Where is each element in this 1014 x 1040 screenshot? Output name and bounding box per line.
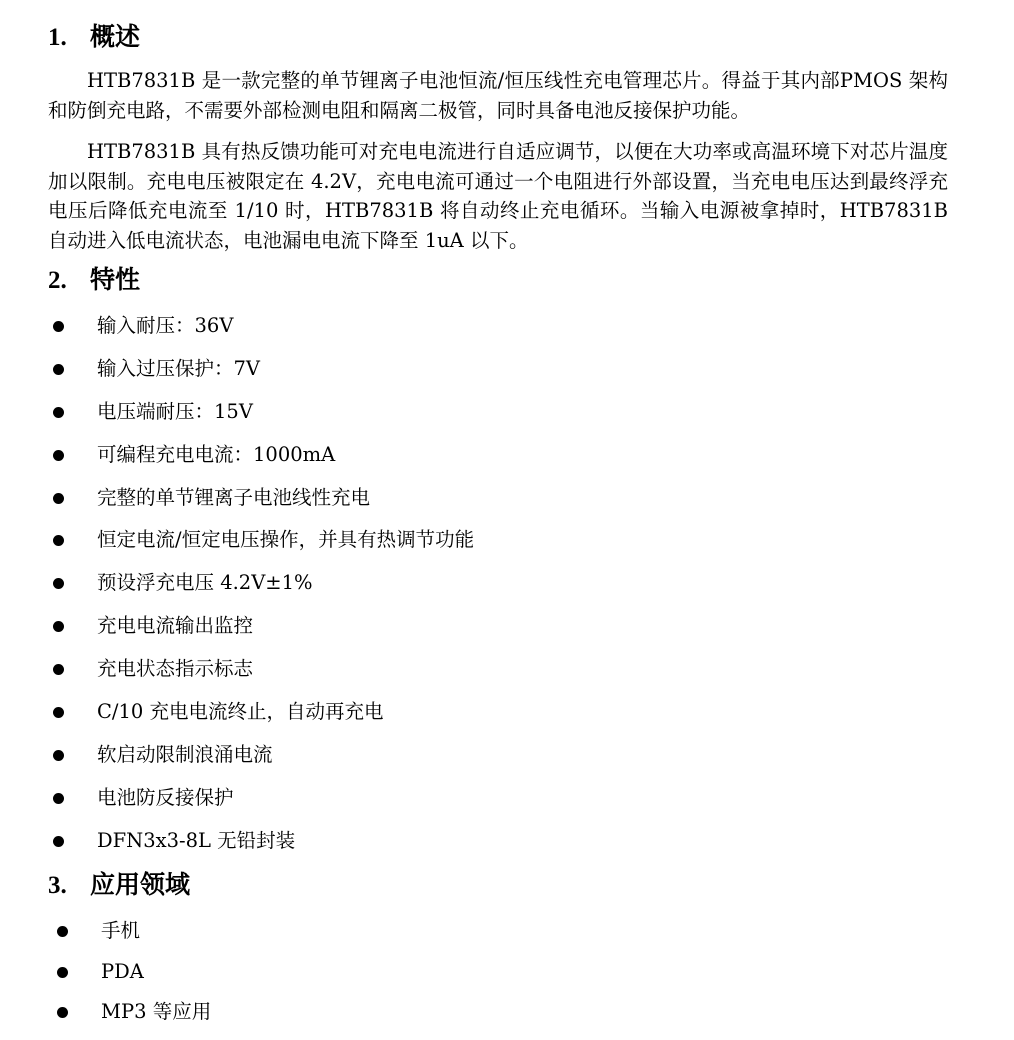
bullet-icon — [53, 493, 64, 504]
bullet-icon — [53, 578, 64, 589]
bullet-icon — [53, 321, 64, 332]
section-title: 概述 — [90, 22, 141, 51]
section-heading-overview — [48, 22, 140, 52]
document-page: 1. 概述 HTB7831B 是一款完整的单节锂离子电池恒流/恒压线性充电管理芯片。得益于其内部PMOS 架构和防倒充电路，不需要外部检测电阻和隔离二极管，同时具备电池反接保护功能。 HTB7831B 具有热反馈功能可对充电电流进行自适应调节，以便在大功率或高温环境下对芯片温度加以限制。充电电压被限定在 4.2V，充电电流可通过一个电阻进行外部设置，当充电电压达到最终浮充电压后降低充电流至 1/10 时，HTB7831B 将自动终止充电循环。当输入电源被拿掉时，HTB7831B 自动进入低电流状态，电池漏电电流下降至 1uA 以下。 2. 特性 输入耐压：36V 输入过压保护：7V 电压端耐压：15V 可编程充电电流：1000mA 完整的单节锂离子电池线性充电 恒定电流/恒定电压操作，并具有热调节功能 预设浮充电压 4.2V±1% 充电电流输出监控 充电状态指示标志 C/10 充电电流终止，自动再充电 软启动限制浪涌电流 电池防反接保护 DFN3x3-8L 无铅封装 3. 应用领域 手机 PDA MP3 等应用 — [48, 22, 948, 1023]
bullet-icon — [53, 535, 64, 546]
bullet-icon — [53, 750, 64, 761]
bullet-icon — [53, 407, 64, 418]
section-heading-features — [48, 265, 140, 295]
bullet-icon — [53, 836, 64, 847]
section-number: 2. — [48, 267, 67, 294]
bullet-icon — [53, 793, 64, 804]
bullet-icon — [57, 926, 68, 937]
bullet-icon — [53, 450, 64, 461]
section-heading-applications — [48, 870, 190, 900]
bullet-icon — [53, 707, 64, 718]
section-title: 应用领域 — [90, 870, 191, 899]
bullet-icon — [57, 967, 68, 978]
overview-paragraph-2: HTB7831B 具有热反馈功能可对充电电流进行自适应调节，以便在大功率或高温环境下对芯片温度加以限制。充电电压被限定在 4.2V，充电电流可通过一个电阻进行外部设置，当充电电压达到最终浮充电压后降低充电流至 1/10 时，HTB7831B 将自动终止充电循环。当输入电源被拿掉时，HTB7831B 自动进入低电流状态，电池漏电电流下降至 1uA 以下。 — [48, 140, 948, 252]
bullet-icon — [53, 364, 64, 375]
bullet-icon — [53, 664, 64, 675]
section-number: 1. — [48, 24, 67, 51]
overview-paragraph-1: HTB7831B 是一款完整的单节锂离子电池恒流/恒压线性充电管理芯片。得益于其内部PMOS 架构和防倒充电路，不需要外部检测电阻和隔离二极管，同时具备电池反接保护功能。 — [48, 69, 948, 122]
bullet-icon — [57, 1007, 68, 1018]
bullet-icon — [53, 621, 64, 632]
section-title: 特性 — [90, 265, 141, 294]
section-number: 3. — [48, 872, 67, 899]
